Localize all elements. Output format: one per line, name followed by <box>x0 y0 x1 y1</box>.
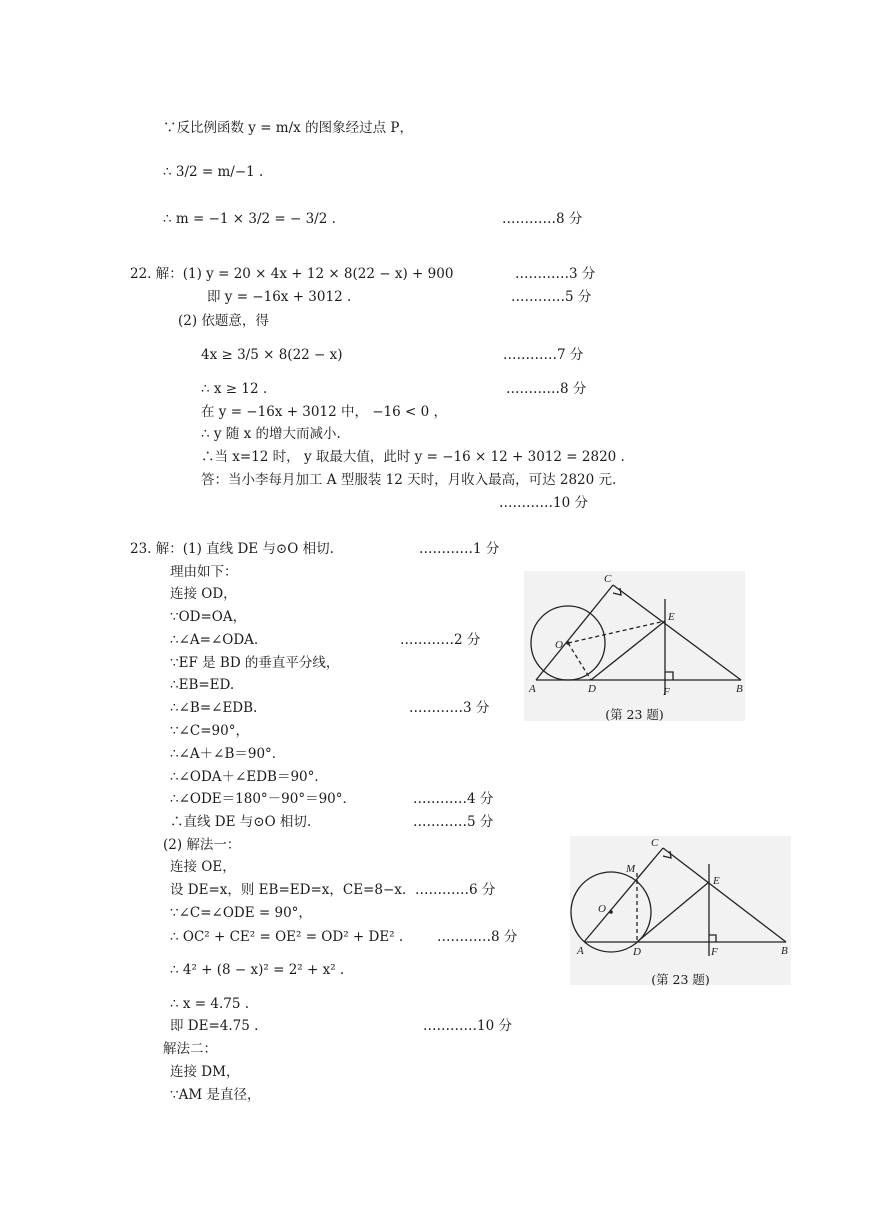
line-25: ∴直线 DE 与⊙O 相切. <box>170 814 312 830</box>
line-33: 即 DE=4.75 . <box>170 1018 259 1034</box>
score-mark: …………3 分 <box>409 700 490 716</box>
score-mark: …………6 分 <box>415 882 496 898</box>
score-mark: …………5 分 <box>511 289 592 305</box>
line-30: ∴ OC² + CE² = OE² = OD² + DE² . <box>170 929 404 945</box>
line-9: 在 y = −16x + 3012 中， −16 < 0 ， <box>201 404 448 420</box>
label-f: F <box>711 946 718 958</box>
line-5: 即 y = −16x + 3012 . <box>207 289 352 305</box>
line-29: ∵∠C=∠ODE = 90°， <box>170 905 312 921</box>
line-10: ∴ y 随 x 的增大而减小. <box>201 426 341 442</box>
geometry-figure-2 <box>570 836 791 985</box>
line-36: ∵AM 是直径， <box>170 1087 261 1103</box>
score-mark: …………10 分 <box>423 1018 512 1034</box>
score-mark: …………8 分 <box>502 211 583 227</box>
score-mark: …………2 分 <box>400 632 481 648</box>
line-12: 答：当小李每月加工 A 型服装 12 天时，月收入最高，可达 2820 元. <box>201 472 617 488</box>
label-e: E <box>713 875 720 887</box>
label-o: O <box>555 639 563 651</box>
line-17: ∴∠A=∠ODA. <box>170 632 259 648</box>
line-27: 连接 OE， <box>170 859 236 875</box>
label-a: A <box>577 945 584 957</box>
score-mark: …………7 分 <box>503 347 584 363</box>
line-34: 解法二： <box>163 1041 217 1057</box>
label-o: O <box>598 903 606 915</box>
label-c: C <box>651 837 659 849</box>
line-35: 连接 DM， <box>170 1064 240 1080</box>
score-mark: …………8 分 <box>506 381 587 397</box>
figure-caption: (第 23 题) <box>605 707 664 722</box>
line-31: ∴ 4² + (8 − x)² = 2² + x² . <box>170 962 345 978</box>
line-4: 22. 解：(1) y = 20 × 4x + 12 × 8(22 − x) + 900 <box>130 266 454 282</box>
score-mark: …………5 分 <box>413 814 494 830</box>
label-c: C <box>604 573 612 585</box>
line-16: ∵OD=OA， <box>170 609 247 625</box>
line-13: 23. 解：(1) 直线 DE 与⊙O 相切. <box>130 541 334 557</box>
line-18: ∵EF 是 BD 的垂直平分线， <box>170 655 340 671</box>
score-mark: …………1 分 <box>419 541 500 557</box>
label-f: F <box>663 686 670 698</box>
label-e: E <box>668 611 675 623</box>
line-2: ∴ 3/2 = m/−1 . <box>163 164 264 180</box>
label-d: D <box>633 946 641 958</box>
figure-caption: (第 23 题) <box>651 972 710 987</box>
line-11: ∴当 x=12 时， y 取最大值，此时 y = −16 × 12 + 3012 = 2820 . <box>201 449 625 465</box>
line-28: 设 DE=x，则 EB=ED=x，CE=8−x. <box>170 882 407 898</box>
label-b: B <box>781 945 788 957</box>
line-20: ∴∠B=∠EDB. <box>170 700 258 716</box>
label-m: M <box>626 863 636 875</box>
score-mark: …………4 分 <box>413 791 494 807</box>
line-7: 4x ≥ 3/5 × 8(22 − x) <box>201 347 343 363</box>
score-mark: …………10 分 <box>499 495 588 511</box>
line-15: 连接 OD， <box>170 586 237 602</box>
line-24: ∴∠ODE＝180°－90°＝90°． <box>170 791 357 807</box>
label-b: B <box>736 683 743 695</box>
line-3: ∴ m = −1 × 3/2 = − 3/2 . <box>163 211 336 227</box>
line-32: ∴ x = 4.75 . <box>170 996 250 1012</box>
geometry-figure-1 <box>524 571 745 721</box>
line-8: ∴ x ≥ 12 . <box>201 381 268 397</box>
line-19: ∴EB=ED. <box>170 677 235 693</box>
line-21: ∵∠C=90°， <box>170 723 249 739</box>
line-26: (2) 解法一： <box>163 837 241 853</box>
label-a: A <box>529 683 536 695</box>
line-23: ∴∠ODA＋∠EDB＝90°． <box>170 769 328 785</box>
line-6: (2) 依题意，得 <box>178 313 269 329</box>
line-14: 理由如下： <box>170 564 238 580</box>
score-mark: …………3 分 <box>515 266 596 282</box>
line-1: ∵反比例函数 y = m/x 的图象经过点 P， <box>163 120 413 136</box>
label-d: D <box>588 683 596 695</box>
line-22: ∴∠A＋∠B＝90°． <box>170 746 286 762</box>
score-mark: …………8 分 <box>437 929 518 945</box>
